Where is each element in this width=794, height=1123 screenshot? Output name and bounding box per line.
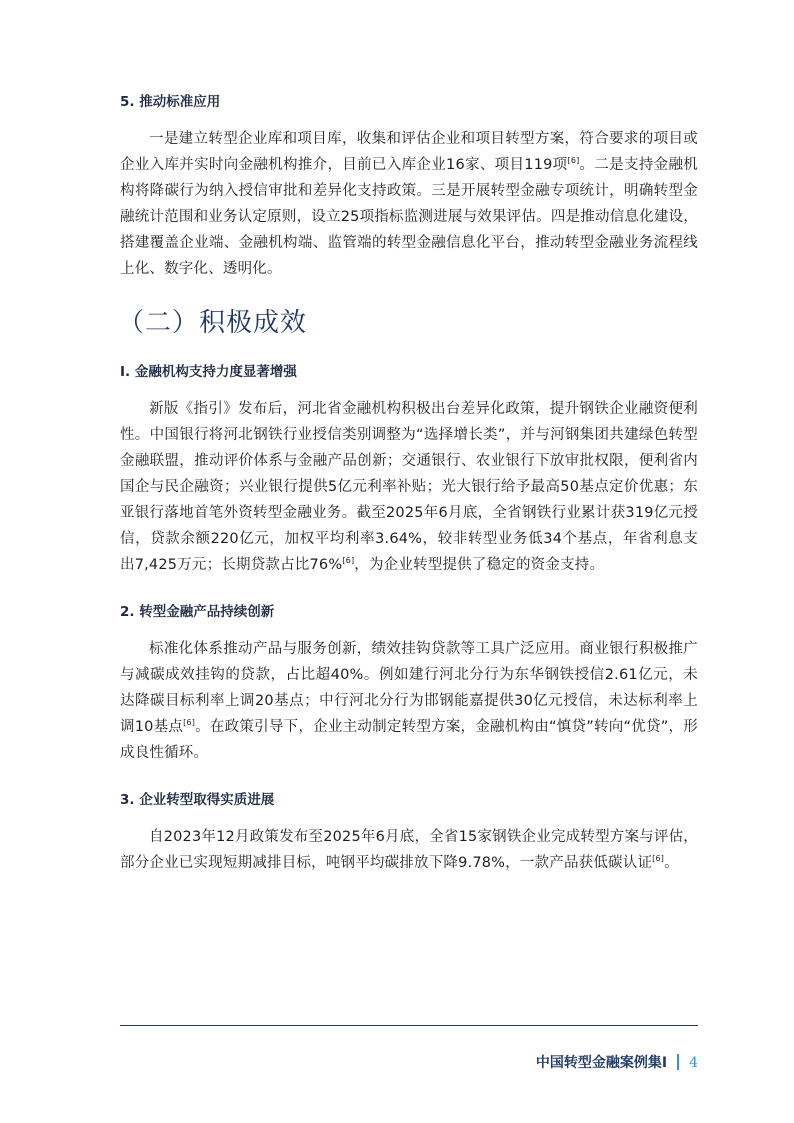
page-content bbox=[120, 92, 698, 900]
paragraph-institution-support bbox=[120, 396, 698, 578]
paragraph-enterprise-progress bbox=[120, 824, 698, 876]
footer-separator bbox=[677, 1054, 679, 1070]
section-heading-institution-support: I. 金融机构支持力度显著增强 bbox=[120, 364, 297, 380]
page-footer bbox=[120, 1052, 698, 1072]
citation-ref[interactable]: [6] bbox=[652, 854, 665, 863]
paragraph-text: 。在政策引导下，企业主动制定转型方案，金融机构由“慎贷”转向“优贷”，形成良性循环。 bbox=[120, 719, 698, 761]
section-heading-product-innovation: 2. 转型金融产品持续创新 bbox=[120, 604, 275, 620]
page-number: 4 bbox=[689, 1055, 698, 1071]
paragraph-text: 一是建立转型企业库和项目库，收集和评估企业和项目转型方案，符合要求的项目或企业入库并实时向金融机构推介，目前已入库企业16家、项目119项 bbox=[120, 131, 698, 173]
paragraph-promote-standards bbox=[120, 126, 698, 282]
paragraph-text: 新版《指引》发布后，河北省金融机构积极出台差异化政策，提升钢铁企业融资便利性。中国银行将河北钢铁行业授信类别调整为“选择增长类”，并与河钢集团共建绿色转型金融联盟，推动评价体系与金融产品创新；交通银行、农业银行下放审批权限，便利省内国企与民企融资；兴业银行提供5亿元利率补贴；光大银行给予最高50基点定价优惠；东亚银行落地首笔外资转型金融业务。截至2025年6月底，全省钢铁行业累计获319亿元授信，贷款余额220亿元，加权平均利率3.64%，较非转型业务低34个基点，年省利息支出7,425万元；长期贷款占比76% bbox=[120, 401, 698, 573]
paragraph-text: 。 bbox=[664, 855, 679, 871]
paragraph-text: 。二是支持金融机构将降碳行为纳入授信审批和差异化支持政策。三是开展转型金融专项统计，明确转型金融统计范围和业务认定原则，设立25项指标监测进展与效果评估。四是推动信息化建设，搭建覆盖企业端、金融机构端、监管端的转型金融信息化平台，推动转型金融业务流程线上化、数字化、透明化。 bbox=[120, 157, 698, 277]
section-heading-enterprise-progress: 3. 企业转型取得实质进展 bbox=[120, 792, 275, 808]
citation-ref[interactable]: [6] bbox=[567, 156, 580, 165]
footer-book-title: 中国转型金融案例集I bbox=[535, 1055, 668, 1071]
section-heading-promote-standards: 5. 推动标准应用 bbox=[120, 94, 221, 110]
paragraph-product-innovation bbox=[120, 636, 698, 766]
paragraph-text: ，为企业转型提供了稳定的资金支持。 bbox=[354, 557, 605, 573]
part-title-positive-results: （二）积极成效 bbox=[118, 308, 308, 338]
paragraph-text: 自2023年12月政策发布至2025年6月底，全省15家钢铁企业完成转型方案与评估，部分企业已实现短期减排目标，吨钢平均碳排放下降9.78%，一款产品获低碳认证 bbox=[120, 829, 698, 871]
footer-divider bbox=[120, 1025, 698, 1026]
citation-ref[interactable]: [6] bbox=[183, 718, 196, 727]
citation-ref[interactable]: [6] bbox=[342, 556, 355, 565]
paragraph-text: 标准化体系推动产品与服务创新，绩效挂钩贷款等工具广泛应用。商业银行积极推广与减碳成效挂钩的贷款，占比超40%。例如建行河北分行为东华钢铁授信2.61亿元，未达降碳目标利率上调20基点；中行河北分行为邯钢能嘉提供30亿元授信，未达标利率上调10基点 bbox=[120, 641, 698, 735]
